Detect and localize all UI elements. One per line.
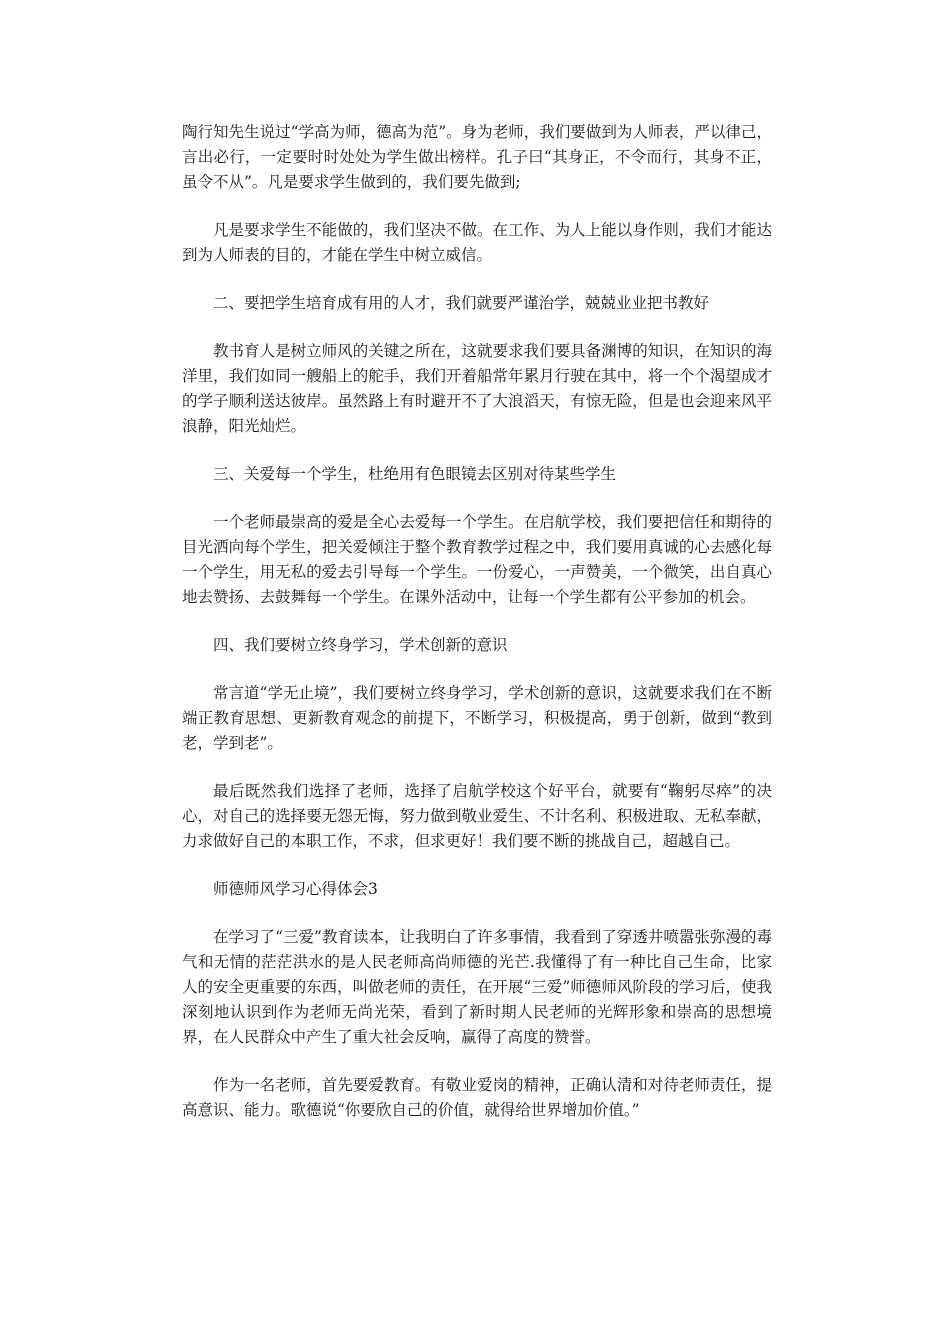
paragraph-8: 作为一名老师，首先要爱教育。有敬业爱岗的精神，正确认清和对待老师责任，提高意识、能力。歌德说“你要欣自己的价值，就得给世界增加价值。” — [182, 1076, 772, 1119]
paragraph-6: 最后既然我们选择了老师，选择了启航学校这个好平台，就要有“鞠躬尽瘁”的决心，对自己的选择要无怨无悔，努力做到敬业爱生、不计名利、积极进取、无私奉献，力求做好自己的本职工作，不求，但求更好！我们要不断的挑战自己，超越自己。 — [182, 782, 772, 850]
paragraph-3: 教书育人是树立师风的关键之所在，这就要求我们要具备渊博的知识，在知识的海洋里，我们如同一艘船上的舵手，我们开着船常年累月行驶在其中，将一个个渴望成才的学子顺利送达彼岸。虽然路上有时避开不了大浪滔天，有惊无险，但是也会迎来风平浪静，阳光灿烂。 — [182, 342, 772, 435]
document-body — [182, 120, 772, 1146]
paragraph-1: 陶行知先生说过“学高为师，德高为范”。身为老师，我们要做到为人师表，严以律己，言出必行，一定要时时处处为学生做出榜样。孔子曰“其身正，不令而行，其身不正，虽令不从”。凡是要求学生做到的，我们要先做到; — [182, 123, 772, 191]
section-heading-2: 二、要把学生培育成有用的人才，我们就要严谨治学，兢兢业业把书教好 — [213, 294, 710, 312]
paragraph-2: 凡是要求学生不能做的，我们坚决不做。在工作、为人上能以身作则，我们才能达到为人师表的目的，才能在学生中树立威信。 — [182, 221, 772, 264]
paragraph-4: 一个老师最崇高的爱是全心去爱每一个学生。在启航学校，我们要把信任和期待的目光洒向每个学生，把关爱倾注于整个教育教学过程之中，我们要用真诚的心去感化每一个学生，用无私的爱去引导每一个学生。一份爱心，一声赞美，一个微笑，出自真心地去赞扬、去鼓舞每一个学生。在课外活动中，让每一个学生都有公平参加的机会。 — [182, 513, 772, 606]
article-title-3: 师德师风学习心得体会3 — [213, 880, 378, 898]
section-heading-3: 三、关爱每一个学生，杜绝用有色眼镜去区别对待某些学生 — [213, 465, 617, 483]
paragraph-7: 在学习了“三爱”教育读本，让我明白了许多事情，我看到了穿透井喷嚣张弥漫的毒气和无情的茫茫洪水的是人民老师高尚师德的光芒.我懂得了有一种比自己生命，比家人的安全更重要的东西，叫做老师的责任，在开展“三爱”师德师风阶段的学习后，使我深刻地认识到作为老师无尚光荣，看到了新时期人民老师的光辉形象和崇高的思想境界，在人民群众中产生了重大社会反响，赢得了高度的赞誉。 — [182, 928, 772, 1046]
paragraph-5: 常言道“学无止境”，我们要树立终身学习，学术创新的意识，这就要求我们在不断端正教育思想、更新教育观念的前提下，不断学习，积极提高，勇于创新，做到“教到老，学到老”。 — [182, 684, 772, 752]
section-heading-4: 四、我们要树立终身学习，学术创新的意识 — [213, 636, 508, 654]
